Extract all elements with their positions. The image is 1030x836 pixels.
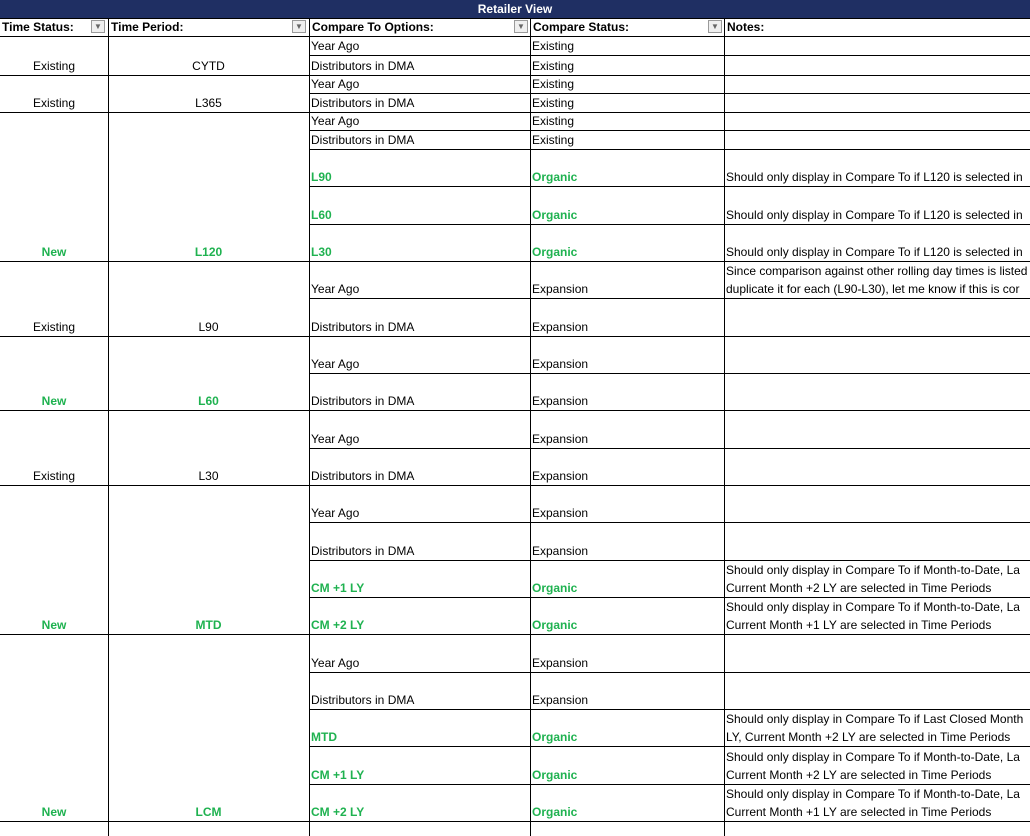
compare-status-value[interactable]: Expansion bbox=[532, 506, 589, 520]
group-divider bbox=[0, 410, 309, 411]
row-divider bbox=[309, 186, 1030, 187]
row-divider bbox=[309, 821, 1030, 822]
compare-status-value[interactable]: Expansion bbox=[532, 469, 589, 483]
sheet-title-bar bbox=[0, 0, 1030, 18]
column-header-row bbox=[0, 18, 1030, 37]
compare-status-value[interactable]: Existing bbox=[532, 39, 575, 53]
time-period-value[interactable]: L120 bbox=[194, 245, 223, 259]
compare-to-option[interactable]: Distributors in DMA bbox=[311, 394, 415, 408]
compare-to-option[interactable]: Distributors in DMA bbox=[311, 133, 415, 147]
note-text-continued[interactable]: LY, Current Month +2 LY are selected in Time Periods bbox=[726, 730, 1011, 744]
note-text-continued[interactable]: duplicate it for each (L90-L30), let me know if this is cor bbox=[726, 282, 1020, 296]
row-divider bbox=[309, 746, 1030, 747]
note-text[interactable]: Should only display in Compare To if Last Closed Month bbox=[726, 712, 1024, 726]
compare-status-value[interactable]: Existing bbox=[532, 96, 575, 110]
time-period-value[interactable]: CYTD bbox=[192, 59, 225, 73]
note-text-continued[interactable]: Current Month +2 LY are selected in Time Periods bbox=[726, 581, 992, 595]
time-period-value[interactable]: L365 bbox=[195, 96, 222, 110]
compare-to-option[interactable]: Year Ago bbox=[311, 432, 360, 446]
compare-to-option[interactable]: Distributors in DMA bbox=[311, 96, 415, 110]
note-text[interactable]: Should only display in Compare To if L120 is selected in bbox=[726, 245, 1023, 259]
sheet-grid[interactable] bbox=[0, 37, 1030, 836]
group-divider bbox=[0, 75, 309, 76]
compare-status-value[interactable]: Expansion bbox=[532, 320, 589, 334]
header-compare-status[interactable] bbox=[530, 19, 724, 36]
note-text[interactable]: Should only display in Compare To if Month-to-Date, La bbox=[726, 750, 1020, 764]
group-divider bbox=[0, 485, 309, 486]
column-divider bbox=[724, 37, 725, 836]
time-period-value[interactable]: MTD bbox=[195, 618, 222, 632]
row-divider bbox=[309, 672, 1030, 673]
header-notes[interactable] bbox=[724, 19, 1030, 36]
compare-status-value[interactable]: Expansion bbox=[532, 282, 589, 296]
time-status-value[interactable]: New bbox=[41, 618, 67, 632]
row-divider bbox=[309, 634, 1030, 635]
note-text[interactable]: Should only display in Compare To if L120 is selected in bbox=[726, 208, 1023, 222]
group-divider bbox=[0, 112, 309, 113]
group-divider bbox=[0, 821, 309, 822]
header-compare-status-label: Compare Status: bbox=[533, 20, 630, 34]
note-text[interactable]: Should only display in Compare To if Month-to-Date, La bbox=[726, 563, 1020, 577]
time-status-value[interactable]: New bbox=[41, 245, 67, 259]
time-period-value[interactable]: L60 bbox=[198, 394, 219, 408]
time-status-value[interactable]: Existing bbox=[32, 96, 76, 110]
compare-status-value[interactable]: Organic bbox=[532, 208, 578, 222]
compare-status-value[interactable]: Expansion bbox=[532, 544, 589, 558]
row-divider bbox=[309, 373, 1030, 374]
header-time-status-label: Time Status: bbox=[2, 20, 74, 34]
compare-to-option[interactable]: Year Ago bbox=[311, 357, 360, 371]
compare-status-value[interactable]: Expansion bbox=[532, 357, 589, 371]
row-divider bbox=[309, 55, 1030, 56]
note-text[interactable]: Since comparison against other rolling day times is listed bbox=[726, 264, 1028, 278]
compare-to-option[interactable]: Distributors in DMA bbox=[311, 59, 415, 73]
row-divider bbox=[309, 298, 1030, 299]
compare-to-option[interactable]: CM +1 LY bbox=[311, 581, 365, 595]
compare-status-value[interactable]: Existing bbox=[532, 77, 575, 91]
group-divider bbox=[0, 634, 309, 635]
compare-to-option[interactable]: Year Ago bbox=[311, 77, 360, 91]
compare-status-value[interactable]: Expansion bbox=[532, 656, 589, 670]
note-text-continued[interactable]: Current Month +1 LY are selected in Time Periods bbox=[726, 805, 992, 819]
compare-to-option[interactable]: Year Ago bbox=[311, 114, 360, 128]
compare-status-value[interactable]: Existing bbox=[532, 59, 575, 73]
compare-to-option[interactable]: MTD bbox=[311, 730, 337, 744]
compare-to-option[interactable]: Distributors in DMA bbox=[311, 320, 415, 334]
compare-to-option[interactable]: L60 bbox=[311, 208, 332, 222]
compare-status-value[interactable]: Organic bbox=[532, 170, 578, 184]
header-time-period-label: Time Period: bbox=[111, 20, 184, 34]
compare-to-option[interactable]: CM +2 LY bbox=[311, 618, 365, 632]
compare-to-option[interactable]: Distributors in DMA bbox=[311, 544, 415, 558]
group-divider bbox=[0, 336, 309, 337]
time-period-value[interactable]: LCM bbox=[195, 805, 222, 819]
time-status-value[interactable]: New bbox=[41, 805, 67, 819]
time-status-value[interactable]: Existing bbox=[32, 320, 76, 334]
filter-dropdown-icon[interactable]: ▼ bbox=[708, 20, 722, 33]
compare-to-option[interactable]: Year Ago bbox=[311, 506, 360, 520]
filter-dropdown-icon[interactable]: ▼ bbox=[91, 20, 105, 33]
compare-status-value[interactable]: Expansion bbox=[532, 394, 589, 408]
header-compare-to[interactable] bbox=[309, 19, 530, 36]
note-text[interactable]: Should only display in Compare To if L120 is selected in bbox=[726, 170, 1023, 184]
compare-to-option[interactable]: L90 bbox=[311, 170, 332, 184]
compare-status-value[interactable]: Organic bbox=[532, 581, 578, 595]
row-divider bbox=[309, 448, 1030, 449]
column-divider bbox=[108, 37, 109, 836]
note-text[interactable]: Should only display in Compare To if Month-to-Date, La bbox=[726, 787, 1020, 801]
time-status-value[interactable]: Existing bbox=[32, 59, 76, 73]
compare-status-value[interactable]: Organic bbox=[532, 805, 578, 819]
time-period-value[interactable]: L90 bbox=[198, 320, 219, 334]
header-compare-to-label: Compare To Options: bbox=[312, 20, 434, 34]
time-status-value[interactable]: Existing bbox=[32, 469, 76, 483]
compare-status-value[interactable]: Organic bbox=[532, 618, 578, 632]
header-notes-label: Notes: bbox=[727, 20, 765, 34]
filter-dropdown-icon[interactable]: ▼ bbox=[292, 20, 306, 33]
compare-to-option[interactable]: Year Ago bbox=[311, 282, 360, 296]
compare-status-value[interactable]: Existing bbox=[532, 114, 575, 128]
row-divider bbox=[309, 485, 1030, 486]
header-time-status[interactable] bbox=[0, 19, 108, 36]
filter-dropdown-icon[interactable]: ▼ bbox=[514, 20, 528, 33]
time-period-value[interactable]: L30 bbox=[198, 469, 219, 483]
compare-status-value[interactable]: Organic bbox=[532, 768, 578, 782]
note-text-continued[interactable]: Current Month +1 LY are selected in Time Periods bbox=[726, 618, 992, 632]
compare-status-value[interactable]: Organic bbox=[532, 245, 578, 259]
row-divider bbox=[309, 522, 1030, 523]
compare-status-value[interactable]: Expansion bbox=[532, 432, 589, 446]
group-divider bbox=[0, 261, 309, 262]
compare-status-value[interactable]: Expansion bbox=[532, 693, 589, 707]
sheet-title: Retailer View bbox=[477, 2, 553, 16]
compare-to-option[interactable]: Year Ago bbox=[311, 39, 360, 53]
compare-status-value[interactable]: Existing bbox=[532, 133, 575, 147]
row-divider bbox=[309, 224, 1030, 225]
row-divider bbox=[309, 410, 1030, 411]
compare-to-option[interactable]: CM +1 LY bbox=[311, 768, 365, 782]
compare-to-option[interactable]: Distributors in DMA bbox=[311, 469, 415, 483]
compare-to-option[interactable]: CM +2 LY bbox=[311, 805, 365, 819]
time-status-value[interactable]: New bbox=[41, 394, 67, 408]
column-divider bbox=[530, 37, 531, 836]
note-text[interactable]: Should only display in Compare To if Month-to-Date, La bbox=[726, 600, 1020, 614]
column-divider bbox=[309, 37, 310, 836]
note-text-continued[interactable]: Current Month +2 LY are selected in Time Periods bbox=[726, 768, 992, 782]
row-divider bbox=[309, 336, 1030, 337]
compare-to-option[interactable]: Year Ago bbox=[311, 656, 360, 670]
row-divider bbox=[309, 149, 1030, 150]
compare-status-value[interactable]: Organic bbox=[532, 730, 578, 744]
compare-to-option[interactable]: Distributors in DMA bbox=[311, 693, 415, 707]
header-time-period[interactable] bbox=[108, 19, 309, 36]
compare-to-option[interactable]: L30 bbox=[311, 245, 332, 259]
